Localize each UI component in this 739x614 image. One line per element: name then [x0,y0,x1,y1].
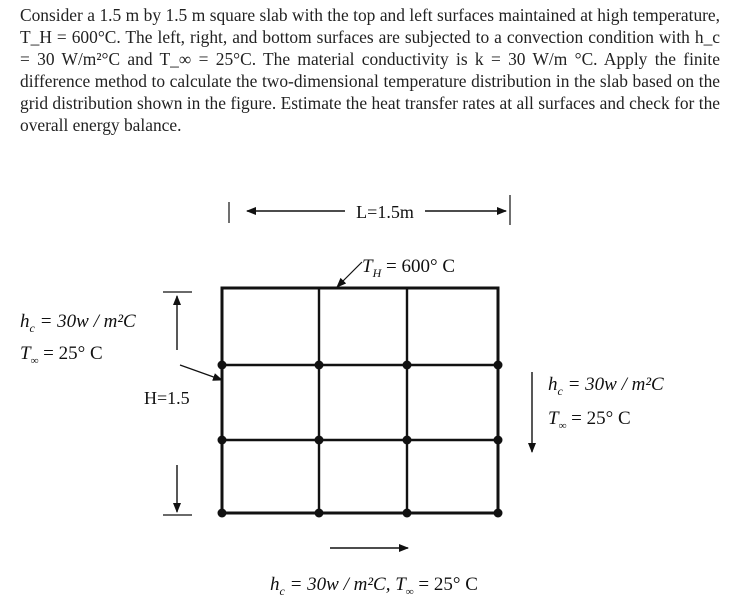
grid-node [315,509,324,518]
grid-node [403,436,412,445]
height-label: H=1.5 [144,388,190,408]
left-leader-arrow [180,365,222,380]
left-h-symbol: h [20,311,30,332]
svg-text:hc = 30w / m²C [20,311,136,335]
grid-node [315,436,324,445]
height-dimension [144,292,192,515]
svg-text:T∞ = 25° C [548,408,631,432]
right-t-rest: = 25° C [566,408,631,429]
right-t-sub: ∞ [558,420,567,432]
left-convection-label [20,311,136,367]
grid-node [403,361,412,370]
bottom-t-sub: ∞ [405,586,414,598]
right-h-rest: = 30w / m²C [562,374,664,395]
right-t-symbol: T [548,408,559,429]
top-temperature-label [337,256,455,287]
grid-node [218,509,227,518]
svg-text:T∞ = 25° C [20,343,103,367]
grid-node [494,509,503,518]
bottom-t-rest: = 25° C [413,574,478,595]
right-h-symbol: h [548,374,558,395]
slab-grid [222,288,498,513]
length-label: L=1.5m [356,202,414,222]
bottom-h-sub: c [279,584,285,598]
problem-text: Consider a 1.5 m by 1.5 m square slab with the top and left surfaces maintained at high temperature, T_H = 600°C. The left, right, and bottom surfaces are subjected to a convection condition with h_c = 30 W/m²°C and T_∞ = 25°C. The material conductivity is k = 30 W/m °C. Apply the finite difference method to calculate the two-dimensional temperature distribution in the slab based on the grid distribution shown in the figure. Estimate the heat transfer rates at all surfaces and check for the overall energy balance. [20,5,720,135]
right-convection-label [548,374,664,432]
length-dimension [229,195,510,225]
left-t-sub: ∞ [30,355,39,367]
grid-node [494,361,503,370]
left-h-sub: c [29,321,35,335]
bottom-convection-label [270,574,478,598]
grid-node [218,436,227,445]
grid-node [315,361,324,370]
left-t-rest: = 25° C [38,343,103,364]
svg-text:hc = 30w / m²C, T∞ = 25° C [270,574,478,598]
bottom-h-rest: = 30w / m²C, [284,574,396,595]
top-label-sub: H [372,266,382,280]
grid-node [494,436,503,445]
grid-node [403,509,412,518]
svg-text:TH = 600° C [362,256,455,280]
top-label-rest: = 600° C [381,256,455,277]
right-h-sub: c [557,384,563,398]
bottom-t-symbol: T [395,574,406,595]
left-t-symbol: T [20,343,31,364]
grid-node [218,361,227,370]
svg-text:hc = 30w / m²C [548,374,664,398]
left-h-rest: = 30w / m²C [34,311,136,332]
top-label-symbol: T [362,256,373,277]
bottom-h-symbol: h [270,574,280,595]
